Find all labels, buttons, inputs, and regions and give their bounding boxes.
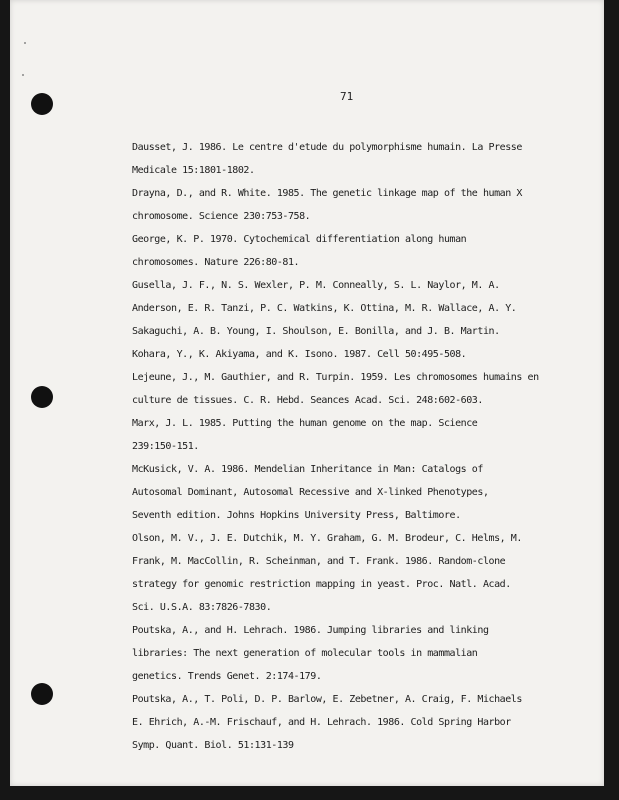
reference-entry xyxy=(132,182,572,228)
reference-entry xyxy=(132,412,572,458)
binder-hole xyxy=(31,93,53,115)
reference-line: McKusick, V. A. 1986. Mendelian Inheritance in Man: Catalogs of xyxy=(132,464,483,475)
reference-line: chromosome. Science 230:753-758. xyxy=(132,211,311,222)
reference-line: libraries: The next generation of molecular tools in mammalian xyxy=(132,648,478,659)
reference-line: Lejeune, J., M. Gauthier, and R. Turpin. 1959. Les chromosomes humains en xyxy=(132,372,539,383)
reference-entry xyxy=(132,688,572,757)
reference-entry xyxy=(132,136,572,182)
reference-line: genetics. Trends Genet. 2:174-179. xyxy=(132,671,322,682)
binder-hole xyxy=(31,683,53,705)
reference-line: Medicale 15:1801-1802. xyxy=(132,165,255,176)
reference-line: Anderson, E. R. Tanzi, P. C. Watkins, K. Ottina, M. R. Wallace, A. Y. xyxy=(132,303,517,314)
reference-line: Frank, M. MacCollin, R. Scheinman, and T. Frank. 1986. Random-clone xyxy=(132,556,506,567)
reference-entry xyxy=(132,458,572,527)
reference-line: 239:150-151. xyxy=(132,441,199,452)
binder-hole xyxy=(31,386,53,408)
reference-line: George, K. P. 1970. Cytochemical differentiation along human xyxy=(132,234,467,245)
reference-line: Olson, M. V., J. E. Dutchik, M. Y. Graham, G. M. Brodeur, C. Helms, M. xyxy=(132,533,522,544)
document-page xyxy=(10,0,604,786)
reference-entry xyxy=(132,366,572,412)
reference-line: Sakaguchi, A. B. Young, I. Shoulson, E. Bonilla, and J. B. Martin. xyxy=(132,326,500,337)
references-list xyxy=(132,136,572,757)
reference-entry xyxy=(132,274,572,343)
reference-line: Kohara, Y., K. Akiyama, and K. Isono. 1987. Cell 50:495-508. xyxy=(132,349,467,360)
paper-speck xyxy=(22,74,24,76)
reference-entry xyxy=(132,343,572,366)
reference-line: Marx, J. L. 1985. Putting the human genome on the map. Science xyxy=(132,418,478,429)
reference-entry xyxy=(132,527,572,619)
reference-line: Poutska, A., and H. Lehrach. 1986. Jumping libraries and linking xyxy=(132,625,489,636)
reference-line: Sci. U.S.A. 83:7826-7830. xyxy=(132,602,272,613)
reference-entry xyxy=(132,228,572,274)
reference-line: strategy for genomic restriction mapping in yeast. Proc. Natl. Acad. xyxy=(132,579,511,590)
reference-line: Symp. Quant. Biol. 51:131-139 xyxy=(132,740,294,751)
reference-line: chromosomes. Nature 226:80-81. xyxy=(132,257,300,268)
reference-line: Autosomal Dominant, Autosomal Recessive and X-linked Phenotypes, xyxy=(132,487,489,498)
reference-line: Poutska, A., T. Poli, D. P. Barlow, E. Zebetner, A. Craig, F. Michaels xyxy=(132,694,522,705)
reference-entry xyxy=(132,619,572,688)
reference-line: Gusella, J. F., N. S. Wexler, P. M. Conneally, S. L. Naylor, M. A. xyxy=(132,280,500,291)
reference-line: Drayna, D., and R. White. 1985. The genetic linkage map of the human X xyxy=(132,188,522,199)
reference-line: E. Ehrich, A.-M. Frischauf, and H. Lehrach. 1986. Cold Spring Harbor xyxy=(132,717,511,728)
page-number: 71 xyxy=(340,90,354,103)
reference-line: culture de tissues. C. R. Hebd. Seances Acad. Sci. 248:602-603. xyxy=(132,395,483,406)
paper-speck xyxy=(24,42,26,44)
reference-line: Dausset, J. 1986. Le centre d'etude du polymorphisme humain. La Presse xyxy=(132,142,522,153)
reference-line: Seventh edition. Johns Hopkins University Press, Baltimore. xyxy=(132,510,461,521)
